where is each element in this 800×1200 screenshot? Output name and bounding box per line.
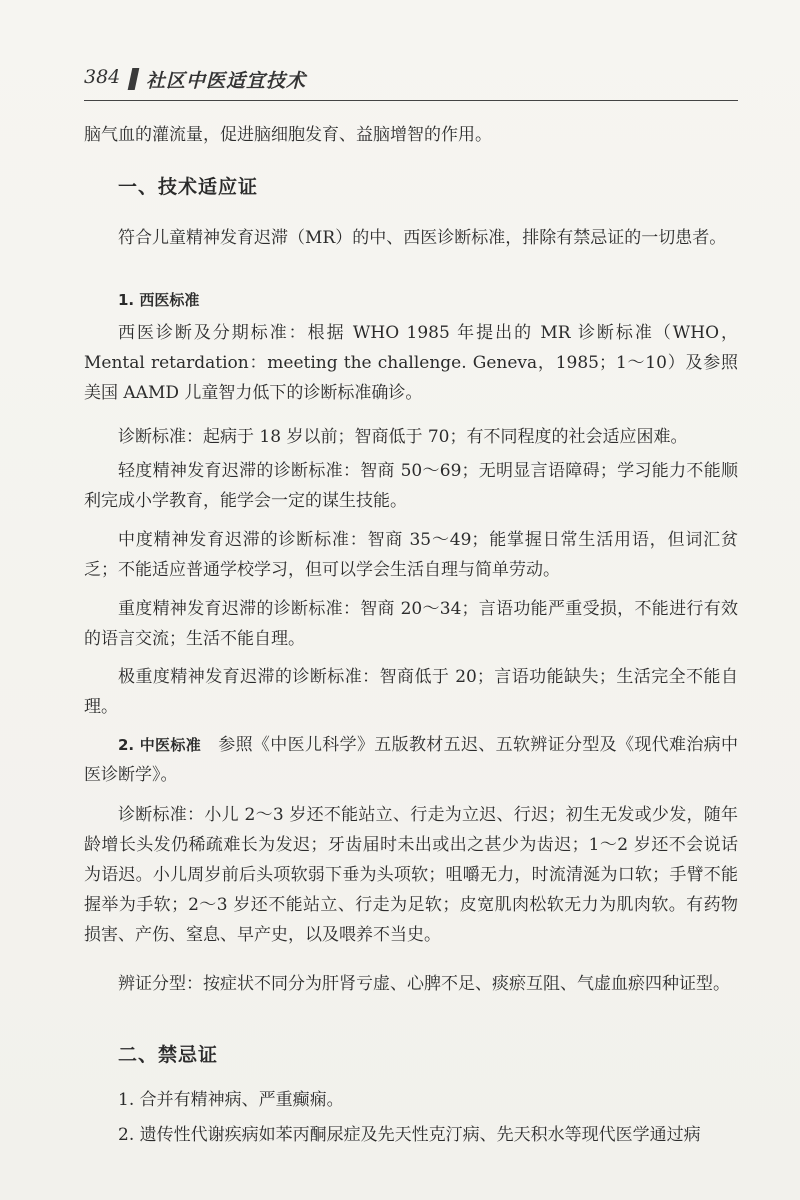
subheading-tcm: 2. 中医标准: [118, 736, 202, 754]
paragraph: 轻度精神发育迟滞的诊断标准：智商 50～69；无明显言语障碍；学习能力不能顺利完成小学教育，能学会一定的谋生技能。: [84, 461, 738, 511]
header-bar-ornament: [128, 68, 140, 90]
book-title: 社区中医适宜技术: [146, 70, 307, 92]
paragraph: 符合儿童精神发育迟滞（MR）的中、西医诊断标准，排除有禁忌证的一切患者。: [118, 228, 727, 248]
paragraph: 西医诊断及分期标准：根据 WHO 1985 年提出的 MR 诊断标准（WHO，Mental retardation：meeting the challenge. Geneva，1985；1～10）及参照美国 AAMD 儿童智力低下的诊断标准确诊。: [84, 323, 738, 403]
section-heading-contraindications: 二、禁忌证: [118, 1044, 219, 1066]
paragraph: 重度精神发育迟滞的诊断标准：智商 20～34；言语功能严重受损，不能进行有效的语言交流；生活不能自理。: [84, 599, 738, 649]
paragraph-tcm-reference: 参照《中医儿科学》五版教材五迟、五软辨证分型及《现代难治病中医诊断学》。: [84, 735, 739, 785]
section-heading-indications: 一、技术适应证: [118, 176, 259, 198]
paragraph: 极重度精神发育迟滞的诊断标准：智商低于 20；言语功能缺失；生活完全不能自理。: [84, 667, 738, 717]
paragraph: 脑气血的灌流量，促进脑细胞发育、益脑增智的作用。: [84, 125, 492, 145]
page-number: 384: [84, 66, 121, 88]
page-header: [84, 62, 738, 102]
paragraph: 辨证分型：按症状不同分为肝肾亏虚、心脾不足、痰瘀互阻、气虚血瘀四种证型。: [118, 974, 730, 994]
subheading-western: 1. 西医标准: [118, 291, 200, 309]
header-rule: [84, 100, 738, 101]
paragraph: 诊断标准：小儿 2～3 岁还不能站立、行走为立迟、行迟；初生无发或少发，随年龄增长头发仍稀疏难长为发迟；牙齿届时未出或出之甚少为齿迟；1～2 岁还不会说话为语迟。小儿周岁前后头项软弱下垂为头项软；咀嚼无力，时流清涎为口软；手臂不能握举为手软；2～3 岁还不能站立、行走为足软；皮宽肌肉松软无力为肌肉软。有药物损害、产伤、窒息、早产史，以及喂养不当史。: [84, 805, 738, 945]
paragraph: 诊断标准：起病于 18 岁以前；智商低于 70；有不同程度的社会适应困难。: [118, 427, 688, 447]
paragraph: 中度精神发育迟滞的诊断标准：智商 35～49；能掌握日常生活用语，但词汇贫乏；不能适应普通学校学习，但可以学会生活自理与简单劳动。: [84, 530, 738, 580]
list-item: 1. 合并有精神病、严重癫痫。: [118, 1090, 344, 1110]
list-item: 2. 遗传性代谢疾病如苯丙酮尿症及先天性克汀病、先天积水等现代医学通过病: [118, 1125, 701, 1145]
